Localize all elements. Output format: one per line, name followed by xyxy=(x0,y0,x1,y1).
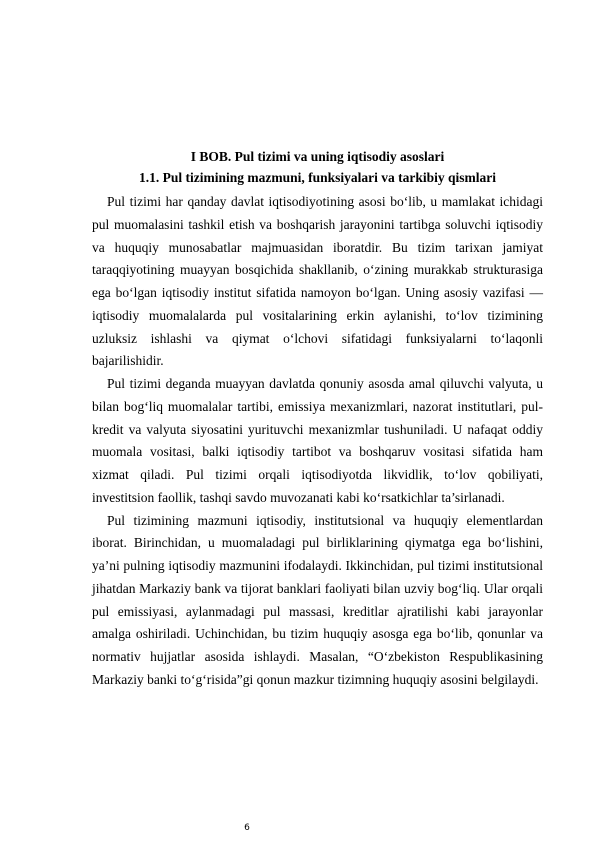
paragraph: Pul tizimining mazmuni iqtisodiy, institutsional va huquqiy elementlardan iborat. Birinchidan, u muomaladagi pul birliklarining qiymatga ega bo‘lishini, ya’ni pulning iqtisodiy mazmunini ifodalaydi. Ikkinchidan, pul tizimi institutsional jihatdan Markaziy bank va tijorat banklari faoliyati bilan uzviy bog‘liq. Ular orqali pul emissiyasi, aylanmadagi pul massasi, kreditlar ajratilishi kabi jarayonlar amalga oshiriladi. Uchinchidan, bu tizim huquqiy asosga ega bo‘lib, qonunlar va normativ hujjatlar asosida ishlaydi. Masalan, “O‘zbekiston Respublikasining Markaziy banki to‘g‘risida”gi qonun mazkur tizimning huquqiy asosini belgilaydi. xyxy=(92,512,543,687)
section-title: 1.1. Pul tizimining mazmuni, funksiyalari va tarkibiy qismlari xyxy=(138,170,497,185)
page-number: 6 xyxy=(244,823,250,833)
paragraph: Pul tizimi deganda muayyan davlatda qonuniy asosda amal qiluvchi valyuta, u bilan bog‘liq muomalalar tartibi, emissiya mexanizmlari, nazorat institutlari, pul-kredit va valyuta siyosatini yurituvchi mexanizmlar tushuniladi. U nafaqat oddiy muomala vositasi, balki iqtisodiy tartibot va boshqaruv vositasi sifatida ham xizmat qiladi. Pul tizimi orqali iqtisodiyotda likvidlik, to‘lov qobiliyati, investitsion faollik, tashqi savdo muvozanati kabi ko‘rsatkichlar ta’sirlanadi. xyxy=(92,376,543,505)
chapter-title: I BOB. Pul tizimi va uning iqtisodiy asoslari xyxy=(190,149,445,164)
paragraph: Pul tizimi har qanday davlat iqtisodiyotining asosi bo‘lib, u mamlakat ichidagi pul muomalasini tashkil etish va boshqarish jarayonini tartibga soluvchi iqtisodiy va huquqiy munosabatlar majmuasidan iboratdir. Bu tizim tarixan jamiyat taraqqiyotining muayyan bosqichida shakllanib, o‘zining murakkab strukturasiga ega bo‘lgan iqtisodiy institut sifatida namoyon bo‘lgan. Uning asosiy vazifasi — iqtisodiy muomalalarda pul vositalarining erkin aylanishi, to‘lov tizimining uzluksiz ishlashi va qiymat o‘lchovi sifatidagi funksiyalarni to‘laqonli bajarilishidir. xyxy=(92,194,543,369)
body-text xyxy=(92,191,543,692)
